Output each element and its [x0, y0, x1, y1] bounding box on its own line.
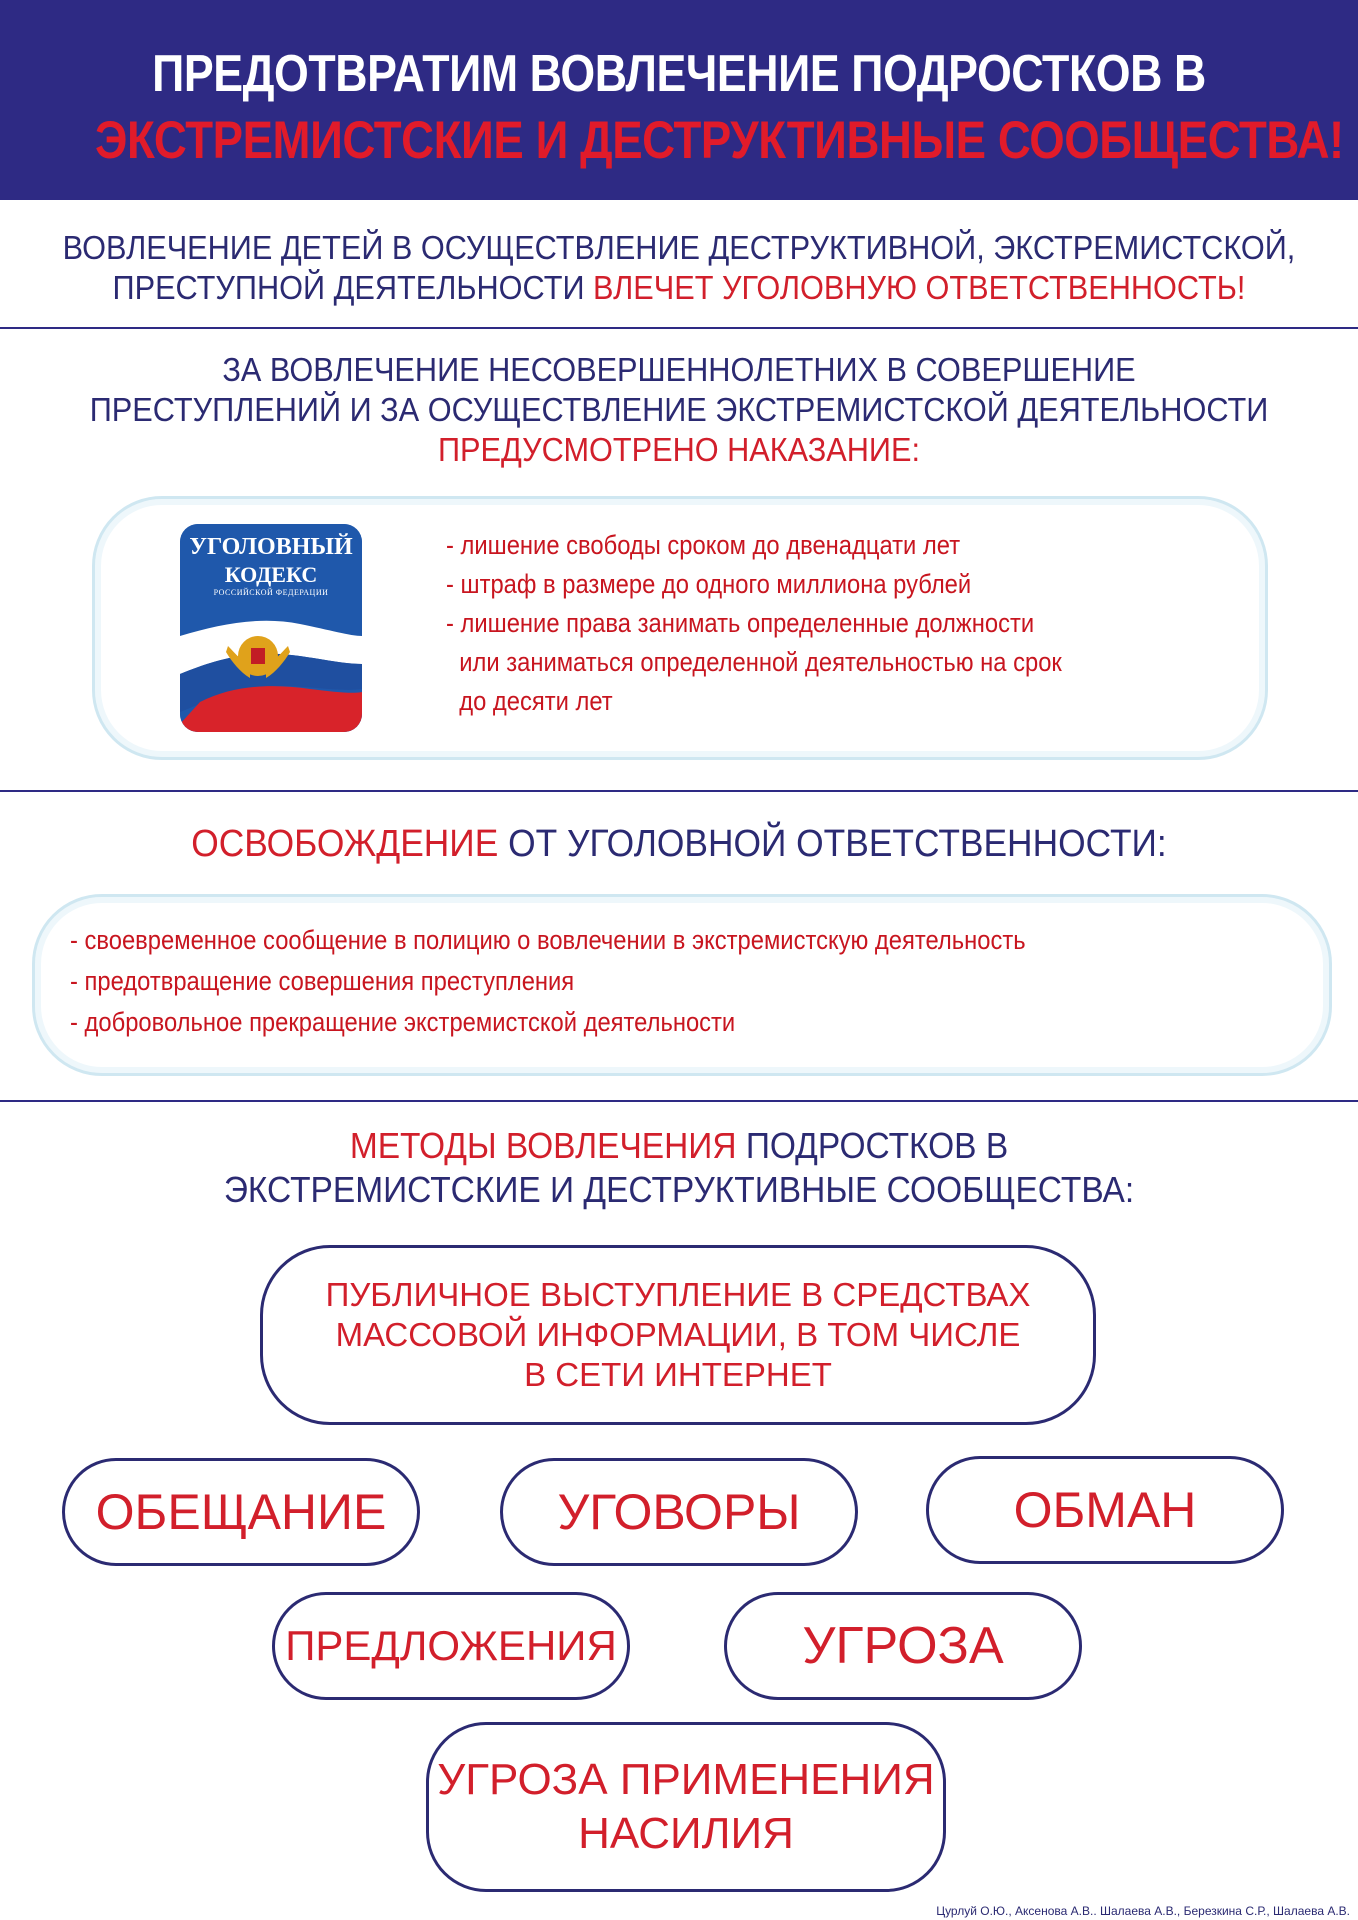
header-title-line2: ЭКСТРЕМИСТСКИЕ И ДЕСТРУКТИВНЫЕ СООБЩЕСТВА!: [95, 111, 1344, 170]
method-persuasion: [500, 1458, 858, 1566]
release-title-red: ОСВОБОЖДЕНИЕ: [191, 823, 499, 865]
divider: [0, 1100, 1358, 1102]
header-title-line1: ПРЕДОТВРАТИМ ВОВЛЕЧЕНИЕ ПОДРОСТКОВ В: [152, 45, 1206, 103]
methods-title-line2: ЭКСТРЕМИСТСКИЕ И ДЕСТРУКТИВНЫЕ СООБЩЕСТВА:: [223, 1169, 1135, 1210]
punishment-item: до десяти лет: [446, 686, 613, 716]
divider: [0, 790, 1358, 792]
method-public-line3: В СЕТИ ИНТЕРНЕТ: [524, 1356, 832, 1393]
credits: Цурлуй О.Ю., Аксенова А.В.. Шалаева А.В., Березкина С.Р., Шалаева А.В.: [936, 1904, 1350, 1918]
punishment-item: - штраф в размере до одного миллиона рублей: [446, 569, 972, 599]
book-title2: КОДЕКС: [224, 562, 318, 587]
method-violence-threat: [426, 1722, 946, 1892]
method-deception: [926, 1456, 1284, 1564]
method-violence-line1: УГРОЗА ПРИМЕНЕНИЯ: [437, 1755, 935, 1804]
book-title1: УГОЛОВНЫЙ: [189, 534, 353, 560]
release-item: - предотвращение совершения преступления: [70, 966, 575, 996]
method-persuasion-label: УГОВОРЫ: [557, 1484, 801, 1540]
header-banner: [0, 0, 1358, 200]
release-title-navy: ОТ УГОЛОВНОЙ ОТВЕТСТВЕННОСТИ:: [498, 823, 1167, 865]
methods-title-line1: [48, 1124, 1311, 1168]
method-deception-label: ОБМАН: [1013, 1482, 1197, 1538]
method-threat: [724, 1592, 1082, 1700]
punishment-line3: ПРЕДУСМОТРЕНО НАКАЗАНИЕ:: [437, 431, 921, 468]
methods-title-red: МЕТОДЫ ВОВЛЕЧЕНИЯ: [349, 1125, 737, 1166]
intro-line2-end: !: [1236, 269, 1246, 306]
release-item: - своевременное сообщение в полицию о вовлечении в экстремистскую деятельность: [70, 925, 1026, 955]
release-item: - добровольное прекращение экстремистской деятельности: [70, 1007, 736, 1037]
method-promise: [62, 1458, 420, 1566]
release-title: [48, 822, 1311, 866]
method-public-speech: [260, 1245, 1096, 1425]
book-subtitle: РОССИЙСКОЙ ФЕДЕРАЦИИ: [213, 588, 329, 597]
punishment-line2: ПРЕСТУПЛЕНИЙ И ЗА ОСУЩЕСТВЛЕНИЕ ЭКСТРЕМИСТСКОЙ ДЕЯТЕЛЬНОСТИ: [89, 391, 1269, 428]
method-offers-label: ПРЕДЛОЖЕНИЯ: [285, 1622, 617, 1669]
punishment-item: - лишение свободы сроком до двенадцати лет: [446, 530, 961, 560]
criminal-code-book: [180, 524, 362, 732]
punishment-item: - лишение права занимать определенные должности: [446, 608, 1035, 638]
intro-line2-red: ВЛЕЧЕТ УГОЛОВНУЮ ОТВЕТСТВЕННОСТЬ: [593, 269, 1237, 306]
method-public-line1: ПУБЛИЧНОЕ ВЫСТУПЛЕНИЕ В СРЕДСТВАХ: [325, 1276, 1031, 1313]
method-offers: [272, 1592, 630, 1700]
punishment-line1: ЗА ВОВЛЕЧЕНИЕ НЕСОВЕРШЕННОЛЕТНИХ В СОВЕРШЕНИЕ: [222, 351, 1136, 388]
divider: [0, 327, 1358, 329]
methods-title-navy: ПОДРОСТКОВ В: [736, 1125, 1009, 1166]
method-public-line2: МАССОВОЙ ИНФОРМАЦИИ, В ТОМ ЧИСЛЕ: [335, 1316, 1021, 1353]
punishment-item: или заниматься определенной деятельностью на срок: [446, 647, 1062, 677]
method-threat-label: УГРОЗА: [802, 1617, 1004, 1675]
method-violence-line2: НАСИЛИЯ: [578, 1809, 794, 1858]
intro-line2: [48, 268, 1311, 308]
intro-line1: ВОВЛЕЧЕНИЕ ДЕТЕЙ В ОСУЩЕСТВЛЕНИЕ ДЕСТРУКТИВНОЙ, ЭКСТРЕМИСТСКОЙ,: [62, 229, 1296, 266]
intro-line2-navy: ПРЕСТУПНОЙ ДЕЯТЕЛЬНОСТИ: [112, 269, 594, 306]
method-promise-label: ОБЕЩАНИЕ: [95, 1484, 387, 1540]
